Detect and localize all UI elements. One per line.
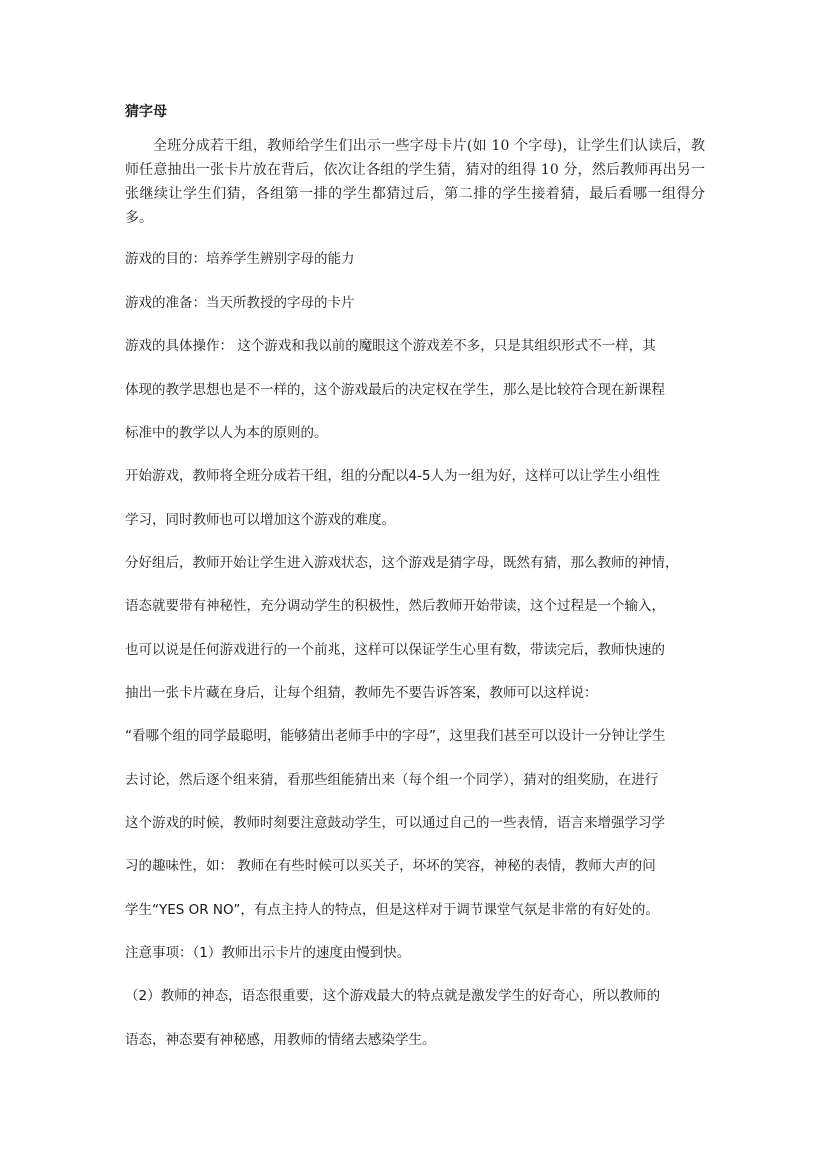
- body-line-groups-4: 抽出一张卡片藏在身后，让每个组猜，教师先不要告诉答案，教师可以这样说：: [125, 685, 598, 701]
- body-line-groups-3: 也可以说是任何游戏进行的一个前兆，这样可以保证学生心里有数，带读完后，教师快速的: [125, 642, 665, 658]
- body-line-start-2: 学习，同时教师也可以增加这个游戏的难度。: [125, 512, 395, 528]
- body-line-operation-2: 体现的教学思想也是不一样的，这个游戏最后的决定权在学生，那么是比较符合现在新课程: [125, 382, 665, 398]
- body-line-quote-1: “看哪个组的同学最聪明，能够猜出老师手中的字母”，这里我们甚至可以设计一分钟让学生: [125, 728, 666, 744]
- body-line-notes-1: 注意事项：（1）教师出示卡片的速度由慢到快。: [125, 945, 411, 961]
- body-line-groups-1: 分好组后，教师开始让学生进入游戏状态，这个游戏是猜字母，既然有猜，那么教师的神情，: [125, 555, 679, 571]
- body-line-operation-3: 标准中的教学以人为本的原则的。: [125, 425, 328, 441]
- body-line-preparation: 游戏的准备：当天所教授的字母的卡片: [125, 295, 355, 311]
- body-line-goal: 游戏的目的：培养学生辨别字母的能力: [125, 251, 355, 267]
- document-title: 猜字母: [125, 104, 167, 120]
- intro-paragraph: 全班分成若干组，教师给学生们出示一些字母卡片(如 10 个字母)，让学生们认读后，教师任意抽出一张卡片放在背后，依次让各组的学生猜，猜对的组得 10 分，然后教师再出另一张继续让学生们猜，各组第一排的学生都猜过后，第二排的学生接着猜，最后看哪一组得分多。: [125, 138, 705, 226]
- body-line-notes-3: 语态，神态要有神秘感，用教师的情绪去感染学生。: [125, 1032, 436, 1048]
- body-line-quote-5: 学生“YES OR NO”，有点主持人的特点，但是这样对于调节课堂气氛是非常的有好处的。: [125, 902, 659, 918]
- body-line-quote-4: 习的趣味性，如： 教师在有些时候可以买关子，坏坏的笑容，神秘的表情，教师大声的问: [125, 858, 656, 874]
- body-line-operation-1: 游戏的具体操作： 这个游戏和我以前的魔眼这个游戏差不多，只是其组织形式不一样，其: [125, 338, 656, 354]
- body-line-start-1: 开始游戏，教师将全班分成若干组，组的分配以4-5人为一组为好，这样可以让学生小组性: [125, 468, 661, 484]
- body-line-groups-2: 语态就要带有神秘性，充分调动学生的积极性，然后教师开始带读，这个过程是一个输入，: [125, 598, 665, 614]
- body-line-quote-2: 去讨论，然后逐个组来猜，看那些组能猜出来（每个组一个同学），猜对的组奖励，在进行: [125, 772, 659, 788]
- body-line-quote-3: 这个游戏的时候，教师时刻要注意鼓动学生，可以通过自己的一些表情，语言来增强学习学: [125, 815, 665, 831]
- body-line-notes-2: （2）教师的神态，语态很重要，这个游戏最大的特点就是激发学生的好奇心，所以教师的: [125, 988, 661, 1004]
